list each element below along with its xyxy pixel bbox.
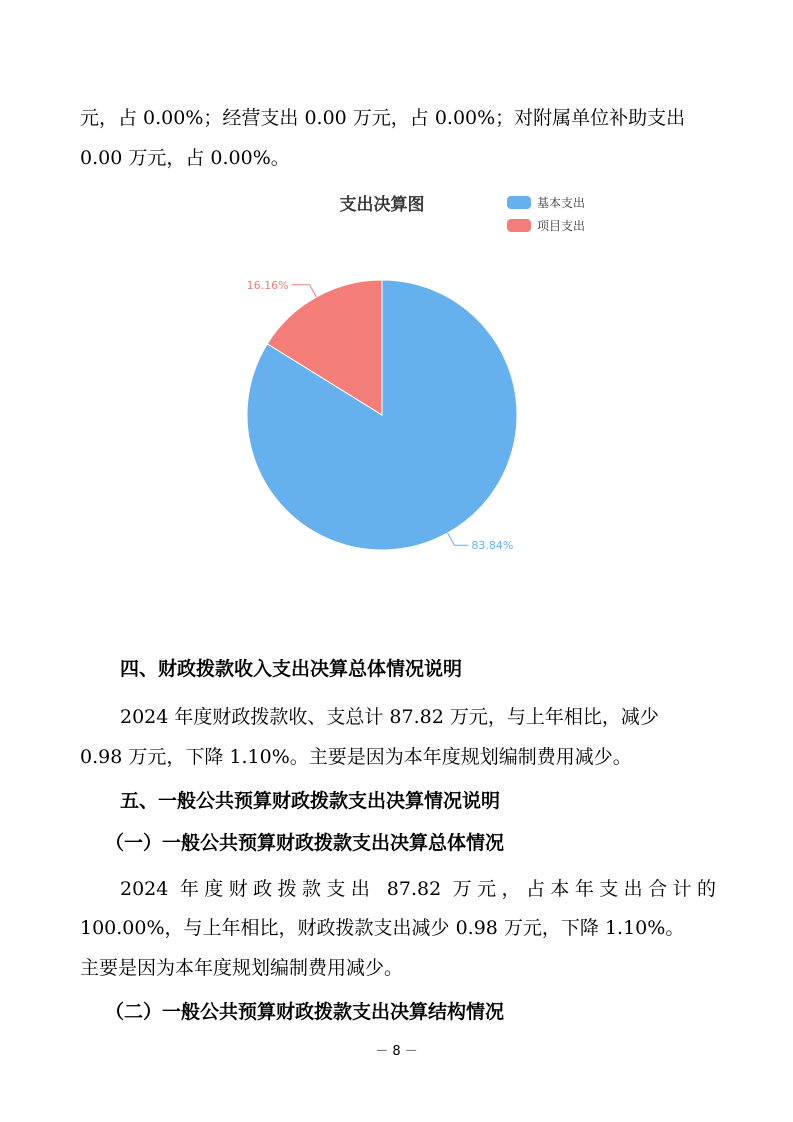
pie-data-label: 16.16% — [246, 278, 289, 292]
legend-swatch-project — [507, 219, 531, 232]
legend-label-project: 项目支出 — [537, 219, 586, 233]
chart-legend — [507, 195, 585, 233]
pie-leader-line — [448, 533, 469, 545]
pie-slices — [247, 280, 517, 553]
text-line: 2024 年度财政拨款收、支总计 87.82 万元，与上年相比，减少 — [120, 706, 659, 728]
text-line: 2024 年度财政拨款支出 87.82 万元，占本年支出合计的 — [120, 878, 716, 900]
section-heading: 五、一般公共预算财政拨款支出决算情况说明 — [120, 790, 501, 812]
chart-title: 支出决算图 — [339, 195, 425, 215]
pie-leader-line — [292, 285, 317, 297]
section-heading: 四、财政拨款收入支出决算总体情况说明 — [120, 658, 463, 680]
text-line: 0.00 万元，占 0.00%。 — [80, 147, 290, 169]
legend-swatch-basic — [507, 196, 531, 209]
expenditure-pie-chart — [200, 180, 600, 570]
text-line: 主要是因为本年度规划编制费用减少。 — [80, 957, 404, 979]
pie-data-label: 83.84% — [471, 539, 514, 553]
text-line: 100.00%，与上年相比，财政拨款支出减少 0.98 万元，下降 1.10%。 — [80, 917, 685, 939]
legend-label-basic: 基本支出 — [537, 196, 586, 210]
text-line: 元，占 0.00%；经营支出 0.00 万元，占 0.00%；对附属单位补助支出 — [80, 107, 686, 129]
page-number: － 8 － — [375, 1044, 418, 1059]
text-line: 0.98 万元，下降 1.10%。主要是因为本年度规划编制费用减少。 — [80, 746, 632, 768]
subsection-heading: （二）一般公共预算财政拨款支出决算结构情况 — [105, 1001, 505, 1023]
subsection-heading: （一）一般公共预算财政拨款支出决算总体情况 — [105, 832, 505, 854]
